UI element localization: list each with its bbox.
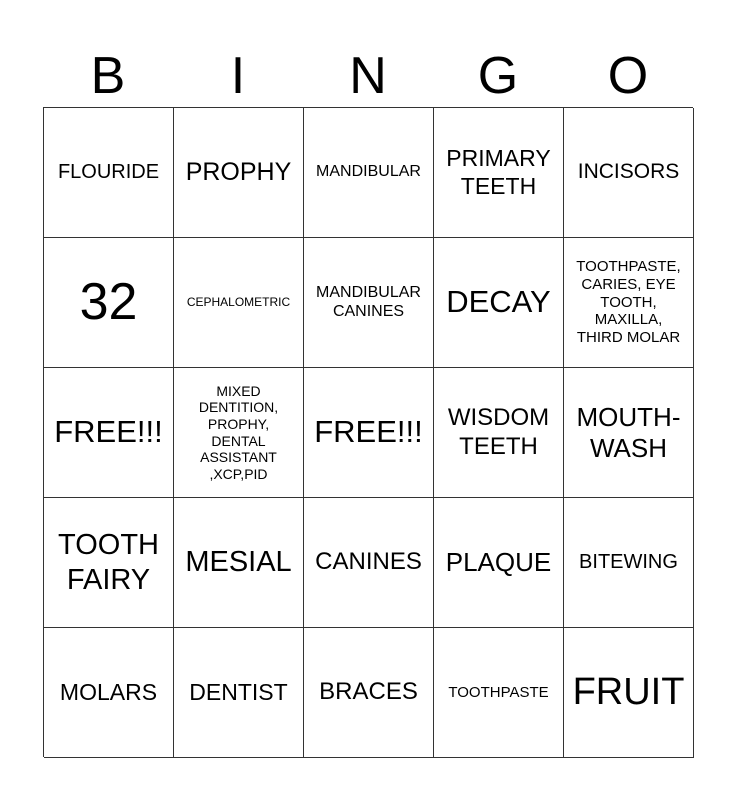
bingo-cell[interactable]: MANDIBULAR CANINES — [304, 238, 434, 368]
bingo-cell-free[interactable]: FREE!!! — [44, 368, 174, 498]
header-letter-o: O — [607, 47, 649, 105]
bingo-cell[interactable]: DENTIST — [174, 628, 304, 758]
bingo-header — [43, 44, 693, 108]
bingo-cell[interactable]: CEPHALOMETRIC — [174, 238, 304, 368]
bingo-cell[interactable]: MOUTH- WASH — [564, 368, 694, 498]
bingo-cell[interactable]: BITEWING — [564, 498, 694, 628]
bingo-cell[interactable]: FLOURIDE — [44, 108, 174, 238]
bingo-cell-free[interactable]: FREE!!! — [304, 368, 434, 498]
bingo-cell[interactable]: 32 — [44, 238, 174, 368]
header-letter-g: G — [477, 47, 519, 105]
bingo-cell[interactable]: PROPHY — [174, 108, 304, 238]
bingo-cell[interactable]: PRIMARY TEETH — [434, 108, 564, 238]
bingo-cell[interactable]: MIXED DENTITION, PROPHY, DENTAL ASSISTANT ,XCP,PID — [174, 368, 304, 498]
bingo-cell[interactable]: FRUIT — [564, 628, 694, 758]
bingo-cell[interactable]: TOOTHPASTE, CARIES, EYE TOOTH, MAXILLA, THIRD MOLAR — [564, 238, 694, 368]
bingo-cell[interactable]: MANDIBULAR — [304, 108, 434, 238]
header-letter-n: N — [349, 47, 387, 105]
bingo-cell[interactable]: MOLARS — [44, 628, 174, 758]
bingo-cell[interactable]: BRACES — [304, 628, 434, 758]
bingo-cell[interactable]: DECAY — [434, 238, 564, 368]
bingo-cell[interactable]: PLAQUE — [434, 498, 564, 628]
bingo-cell[interactable]: TOOTH FAIRY — [44, 498, 174, 628]
header-letter-i: I — [230, 47, 246, 105]
bingo-cell[interactable]: WISDOM TEETH — [434, 368, 564, 498]
bingo-board — [43, 107, 693, 757]
bingo-cell[interactable]: TOOTHPASTE — [434, 628, 564, 758]
bingo-cell[interactable]: MESIAL — [174, 498, 304, 628]
header-letter-b: B — [90, 47, 126, 105]
bingo-cell[interactable]: CANINES — [304, 498, 434, 628]
bingo-cell[interactable]: INCISORS — [564, 108, 694, 238]
